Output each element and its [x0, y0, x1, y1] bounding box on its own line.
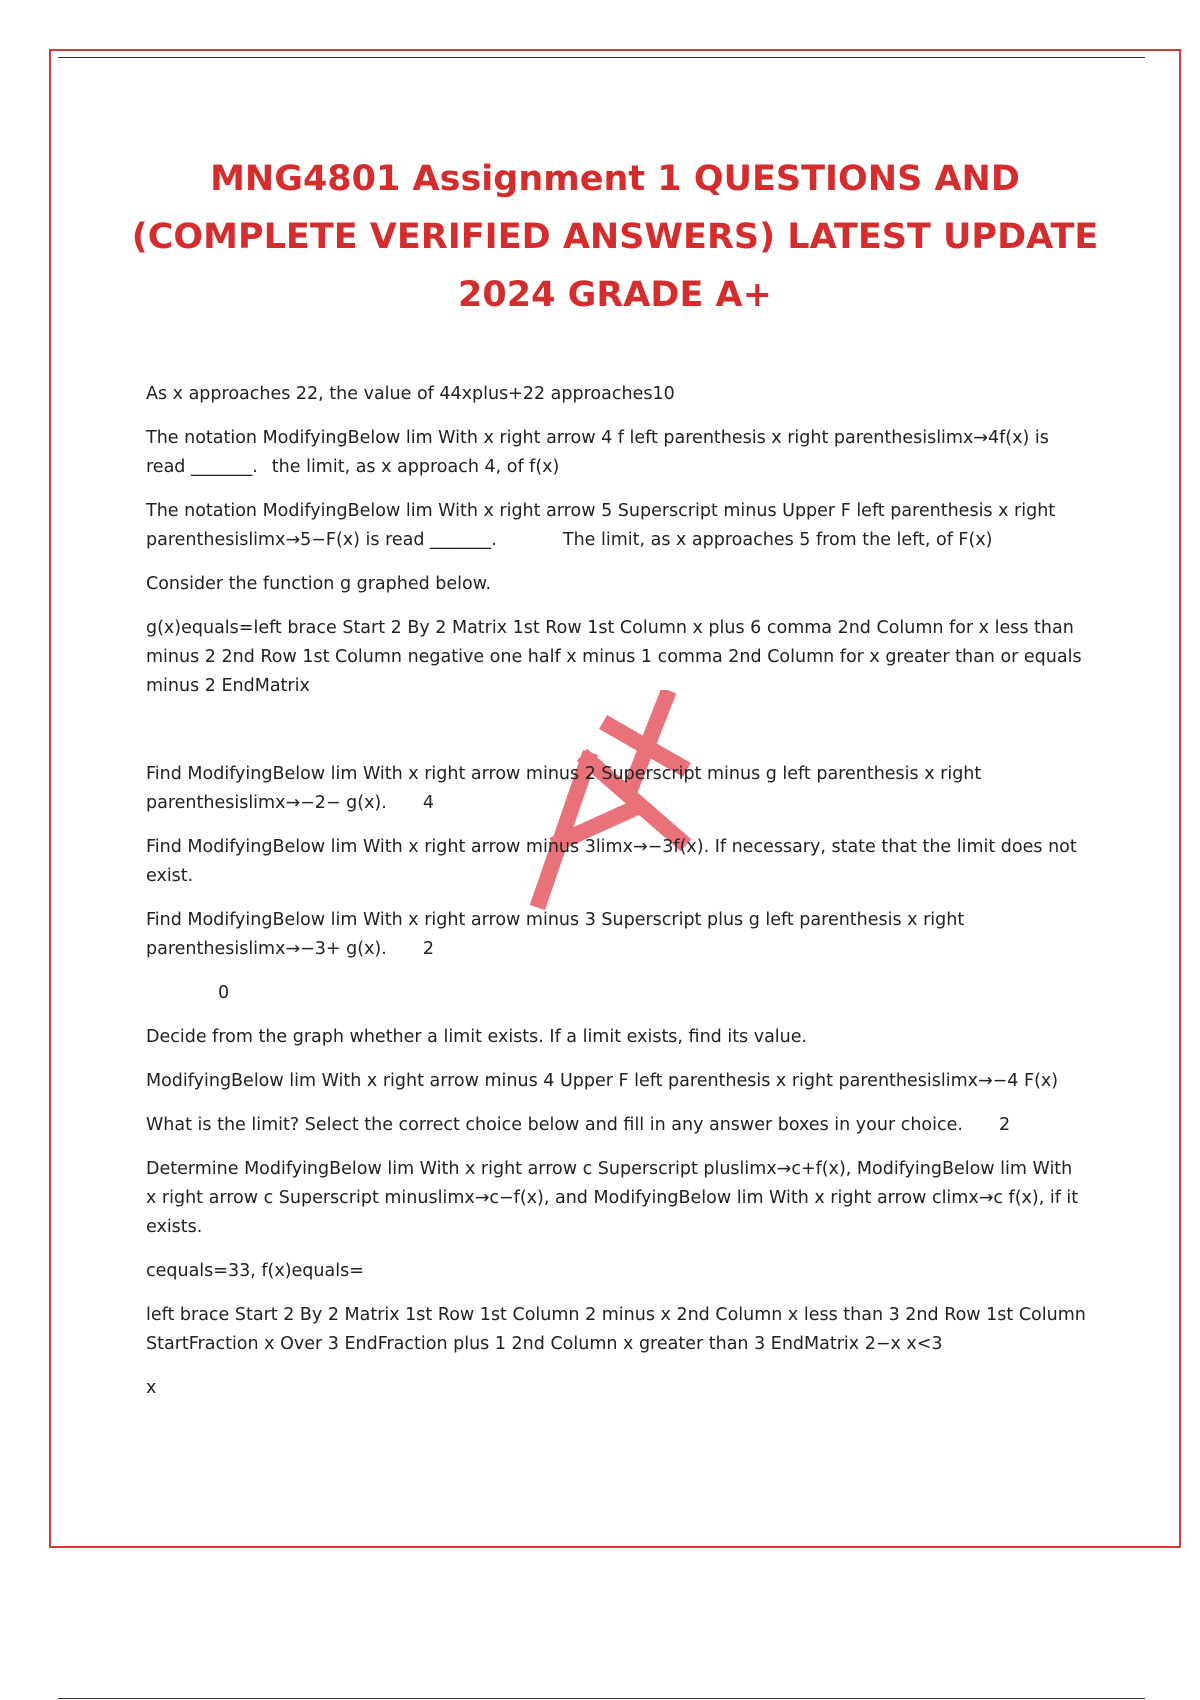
question-1: As x approaches 22, the value of 44xplus+22 approaches10	[146, 384, 675, 404]
top-rule	[58, 57, 1145, 58]
question-6: Find ModifyingBelow lim With x right arrow minus 2 Superscript minus g left parenthesis x right parenthesislimx→−2− g(x). 4	[146, 764, 982, 813]
question-9: 0	[218, 983, 230, 1003]
question-13: Determine ModifyingBelow lim With x right arrow c Superscript pluslimx→c+f(x), ModifyingBelow lim With x right arrow c Superscript minuslimx→c−f(x), and ModifyingBelow lim With x right arrow climx→c f(x), if it exists.	[146, 1159, 1079, 1237]
question-4: Consider the function g graphed below.	[146, 574, 492, 594]
answer-6: 4	[422, 793, 434, 813]
answer-2: the limit, as x approach 4, of f(x)	[271, 457, 560, 477]
question-5: g(x)equals=left brace Start 2 By 2 Matrix 1st Row 1st Column x plus 6 comma 2nd Column for x less than minus 2 2nd Row 1st Column negative one half x minus 1 comma 2nd Column for x greater than or equals minus 2 EndMatrix	[146, 618, 1082, 696]
question-14: cequals=33, f(x)equals=	[146, 1261, 364, 1281]
question-2: The notation ModifyingBelow lim With x right arrow 4 f left parenthesis x right parenthesislimx→4f(x) is read _______. the limit, as x approach 4, of f(x)	[146, 428, 1049, 477]
question-7: Find ModifyingBelow lim With x right arrow minus 3limx→−3f(x). If necessary, state that the limit does not exist.	[146, 837, 1077, 886]
answer-12: 2	[998, 1115, 1011, 1135]
title-line-2: (COMPLETE VERIFIED ANSWERS) LATEST UPDATE	[131, 217, 1099, 257]
question-12: What is the limit? Select the correct choice below and fill in any answer boxes in your choice. 2	[146, 1115, 1011, 1135]
question-11: ModifyingBelow lim With x right arrow minus 4 Upper F left parenthesis x right parenthesislimx→−4 F(x)	[146, 1071, 1059, 1091]
question-8: Find ModifyingBelow lim With x right arrow minus 3 Superscript plus g left parenthesis x right parenthesislimx→−3+ g(x). 2	[146, 910, 965, 959]
question-15: left brace Start 2 By 2 Matrix 1st Row 1st Column 2 minus x 2nd Column x less than 3 2nd Row 1st Column StartFraction x Over 3 EndFraction plus 1 2nd Column x greater than 3 EndMatrix 2−x x<3	[146, 1305, 1086, 1354]
bottom-rule	[58, 1698, 1145, 1699]
answer-8: 2	[422, 939, 434, 959]
question-3: The notation ModifyingBelow lim With x right arrow 5 Superscript minus Upper F left parenthesis x right parenthesislimx→5−F(x) is read _______. The limit, as x approaches 5 from the left, of F(x)	[146, 501, 1056, 550]
answer-3: The limit, as x approaches 5 from the left, of F(x)	[562, 530, 993, 550]
document-title	[130, 150, 1100, 324]
title-line-1: MNG4801 Assignment 1 QUESTIONS AND	[210, 159, 1020, 199]
question-16: x	[146, 1378, 157, 1398]
question-10: Decide from the graph whether a limit exists. If a limit exists, find its value.	[146, 1027, 808, 1047]
question-list	[146, 380, 1086, 1418]
title-line-3: 2024 GRADE A+	[458, 275, 772, 315]
